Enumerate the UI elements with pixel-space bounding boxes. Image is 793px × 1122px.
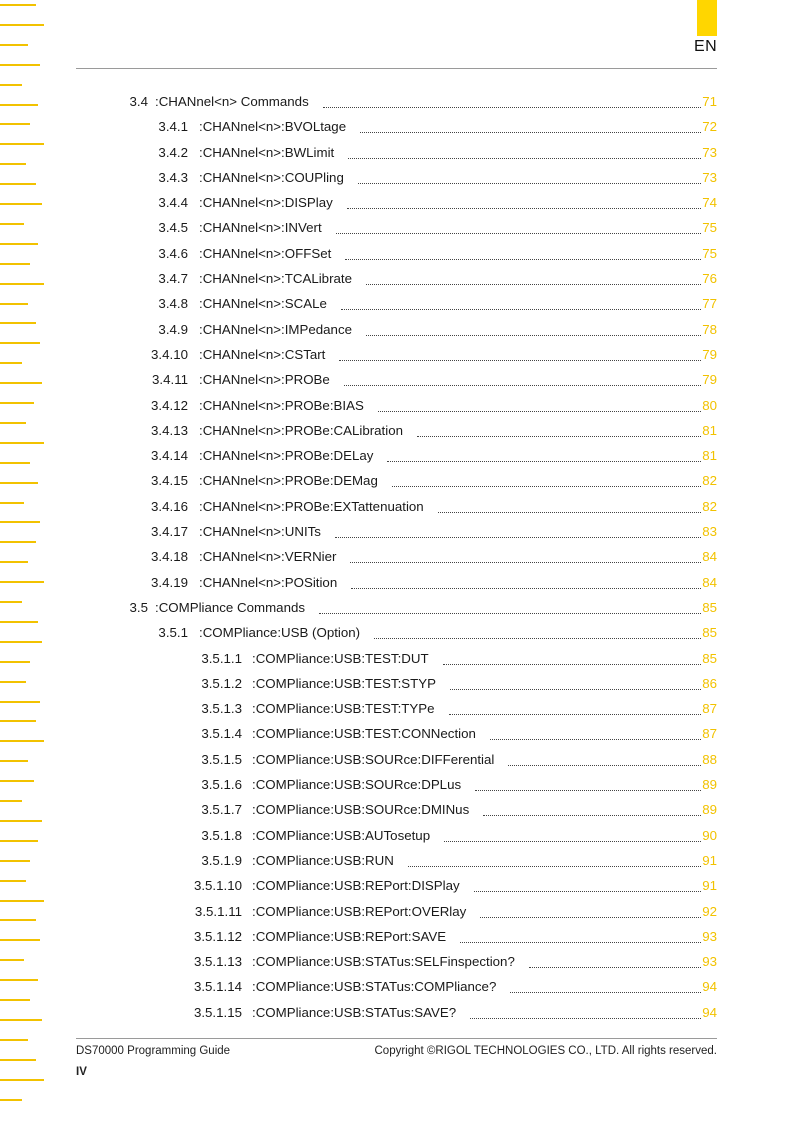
- edge-mark: [0, 64, 40, 66]
- toc-dot-leader: [344, 373, 701, 386]
- toc-entry-page[interactable]: 72: [702, 119, 717, 135]
- toc-dot-leader: [483, 803, 701, 816]
- toc-dot-leader: [336, 221, 701, 234]
- toc-entry-title: :COMPliance:USB:STATus:SAVE?: [252, 1004, 457, 1020]
- toc-entry[interactable]: [0, 468, 793, 493]
- toc-entry-number: 3.5.1.10: [193, 878, 242, 894]
- toc-dot-leader: [508, 753, 701, 766]
- toc-entry-page[interactable]: 83: [702, 524, 717, 540]
- toc-entry-title: :COMPliance:USB:REPort:DISPlay: [252, 878, 460, 894]
- toc-entry-number: 3.4.10: [151, 346, 188, 362]
- toc-entry-page[interactable]: 82: [702, 473, 717, 489]
- toc-entry-number: 3.4.17: [151, 524, 188, 540]
- toc-entry-title: :COMPliance:USB:REPort:OVERlay: [252, 903, 467, 919]
- toc-entry-page[interactable]: 79: [702, 372, 717, 388]
- language-tab-marker: [697, 0, 717, 36]
- toc-entry-page[interactable]: 73: [702, 169, 717, 185]
- toc-dot-leader: [339, 348, 701, 361]
- toc-entry-number: 3.5.1.4: [201, 726, 242, 742]
- toc-entry-title: :CHANnel<n>:PROBe:DELay: [199, 448, 374, 464]
- toc-entry-page[interactable]: 91: [702, 852, 717, 868]
- toc-entry-number: 3.5.1.14: [193, 979, 242, 995]
- toc-entry[interactable]: [0, 393, 793, 418]
- toc-entry-page[interactable]: 94: [702, 1004, 717, 1020]
- toc-entry-number: 3.4.2: [158, 144, 188, 160]
- toc-dot-leader: [529, 955, 701, 968]
- toc-entry-number: 3.4.12: [151, 397, 188, 413]
- toc-entry[interactable]: [0, 797, 793, 822]
- toc-entry-title: :COMPliance:USB:REPort:SAVE: [252, 928, 447, 944]
- toc-entry[interactable]: [0, 949, 793, 974]
- toc-entry-number: 3.4: [129, 94, 148, 109]
- toc-entry-page[interactable]: 87: [702, 701, 717, 717]
- toc-entry-title: :CHANnel<n>:CSTart: [199, 346, 326, 362]
- toc-entry[interactable]: [0, 215, 793, 240]
- toc-entry-page[interactable]: 78: [702, 321, 717, 337]
- toc-entry-page[interactable]: 85: [702, 599, 717, 615]
- toc-entry-number: 3.4.14: [151, 448, 188, 464]
- toc-entry[interactable]: [0, 443, 793, 468]
- toc-entry-title: :CHANnel<n>:IMPedance: [199, 321, 352, 337]
- toc-dot-leader: [348, 146, 701, 159]
- toc-dot-leader: [358, 171, 701, 184]
- toc-entry[interactable]: [0, 772, 793, 797]
- toc-entry-title: :COMPliance:USB (Option): [199, 625, 361, 641]
- toc-entry[interactable]: [0, 494, 793, 519]
- toc-entry[interactable]: [0, 367, 793, 392]
- toc-dot-leader: [470, 1006, 701, 1019]
- toc-entry[interactable]: [0, 89, 793, 114]
- toc-entry-title: :COMPliance:USB:SOURce:DPLus: [252, 777, 462, 793]
- toc-dot-leader: [366, 323, 701, 336]
- edge-mark: [0, 4, 36, 6]
- toc-entry-number: 3.5.1.3: [201, 701, 242, 717]
- toc-entry-page[interactable]: 93: [702, 928, 717, 944]
- toc-entry[interactable]: [0, 595, 793, 620]
- toc-entry[interactable]: [0, 823, 793, 848]
- toc-entry-number: 3.5.1.1: [201, 650, 242, 666]
- toc-entry-title: :CHANnel<n> Commands: [155, 94, 309, 109]
- toc-entry[interactable]: [0, 140, 793, 165]
- toc-entry[interactable]: [0, 873, 793, 898]
- header-rule: [76, 68, 717, 69]
- toc-entry-number: 3.5.1.2: [201, 675, 242, 691]
- toc-entry-title: :COMPliance:USB:TEST:DUT: [252, 650, 429, 666]
- toc-entry-page[interactable]: 76: [702, 271, 717, 287]
- toc-entry-number: 3.4.15: [151, 473, 188, 489]
- toc-entry-number: 3.5.1.7: [201, 802, 242, 818]
- toc-entry[interactable]: [0, 721, 793, 746]
- toc-entry-title: :CHANnel<n>:COUPling: [199, 169, 344, 185]
- toc-dot-leader: [347, 196, 701, 209]
- toc-entry-title: :COMPliance:USB:STATus:COMPliance?: [252, 979, 497, 995]
- toc-dot-leader: [475, 778, 701, 791]
- toc-entry-number: 3.5.1.6: [201, 777, 242, 793]
- toc-entry-page[interactable]: 71: [702, 94, 717, 109]
- toc-entry-number: 3.4.16: [151, 498, 188, 514]
- toc-dot-leader: [335, 525, 701, 538]
- toc-dot-leader: [510, 980, 701, 993]
- toc-entry[interactable]: [0, 646, 793, 671]
- toc-entry[interactable]: [0, 266, 793, 291]
- toc-entry-title: :CHANnel<n>:UNITs: [199, 524, 321, 540]
- toc-entry[interactable]: [0, 291, 793, 316]
- toc-dot-leader: [450, 677, 701, 690]
- toc-entry-page[interactable]: 85: [702, 650, 717, 666]
- toc-entry-number: 3.5.1.11: [194, 903, 242, 919]
- toc-entry[interactable]: [0, 747, 793, 772]
- toc-entry[interactable]: [0, 671, 793, 696]
- toc-entry-page[interactable]: 89: [702, 777, 717, 793]
- toc-dot-leader: [460, 930, 701, 943]
- toc-entry-page[interactable]: 88: [702, 751, 717, 767]
- toc-entry-title: :CHANnel<n>:PROBe:BIAS: [199, 397, 364, 413]
- toc-entry[interactable]: [0, 570, 793, 595]
- toc-entry[interactable]: [0, 190, 793, 215]
- toc-entry-number: 3.5.1.15: [193, 1004, 242, 1020]
- toc-entry-number: 3.4.9: [158, 321, 188, 337]
- toc-dot-leader: [443, 652, 701, 665]
- toc-entry-title: :CHANnel<n>:BWLimit: [199, 144, 335, 160]
- toc-entry[interactable]: [0, 924, 793, 949]
- footer-rule: [76, 1038, 717, 1039]
- toc-entry-page[interactable]: 73: [702, 144, 717, 160]
- toc-entry-page[interactable]: 84: [702, 574, 717, 590]
- toc-entry[interactable]: [0, 696, 793, 721]
- toc-entry-number: 3.4.5: [158, 220, 188, 236]
- toc-dot-leader: [323, 95, 701, 108]
- toc-entry-page[interactable]: 87: [702, 726, 717, 742]
- toc-entry-title: :CHANnel<n>:OFFSet: [199, 245, 332, 261]
- toc-entry-page[interactable]: 94: [702, 979, 717, 995]
- toc-entry-title: :CHANnel<n>:DISPlay: [199, 195, 333, 211]
- toc-entry[interactable]: [0, 418, 793, 443]
- toc-dot-leader: [474, 879, 701, 892]
- toc-entry[interactable]: [0, 848, 793, 873]
- toc-entry-title: :COMPliance:USB:TEST:CONNection: [252, 726, 476, 742]
- toc-entry-title: :CHANnel<n>:PROBe: [199, 372, 330, 388]
- toc-entry-page[interactable]: 75: [702, 245, 717, 261]
- toc-entry-number: 3.4.13: [151, 422, 188, 438]
- toc-entry-title: :CHANnel<n>:INVert: [199, 220, 322, 236]
- toc-entry-number: 3.5.1.5: [201, 751, 242, 767]
- toc-entry-page[interactable]: 93: [702, 954, 717, 970]
- toc-entry[interactable]: [0, 899, 793, 924]
- toc-entry-number: 3.5.1.12: [193, 928, 242, 944]
- toc-entry[interactable]: [0, 241, 793, 266]
- toc-entry-title: :COMPliance:USB:TEST:TYPe: [252, 701, 435, 717]
- toc-dot-leader: [490, 727, 701, 740]
- toc-entry-number: 3.4.1: [158, 119, 188, 135]
- toc-entry[interactable]: [0, 974, 793, 999]
- edge-mark: [0, 24, 44, 26]
- toc-dot-leader: [408, 854, 701, 867]
- toc-entry-title: :COMPliance:USB:AUTosetup: [252, 827, 431, 843]
- toc-entry-title: :CHANnel<n>:BVOLtage: [199, 119, 347, 135]
- toc-dot-leader: [378, 399, 701, 412]
- toc-dot-leader: [341, 297, 701, 310]
- guide-title: DS70000 Programming Guide: [76, 1045, 231, 1057]
- edge-mark: [0, 1039, 28, 1041]
- toc-entry-page[interactable]: 90: [702, 827, 717, 843]
- toc-entry-number: 3.4.19: [151, 574, 188, 590]
- edge-mark: [0, 1079, 44, 1081]
- toc-entry-number: 3.5.1.8: [201, 827, 242, 843]
- toc-entry-number: 3.4.4: [158, 195, 188, 211]
- toc-entry[interactable]: [0, 165, 793, 190]
- toc-dot-leader: [444, 829, 701, 842]
- toc-entry-title: :CHANnel<n>:PROBe:EXTattenuation: [199, 498, 424, 514]
- toc-entry-title: :COMPliance:USB:STATus:SELFinspection?: [252, 954, 515, 970]
- toc-entry-page[interactable]: 77: [702, 296, 717, 312]
- toc-entry-page[interactable]: 84: [702, 549, 717, 565]
- toc-entry-title: :COMPliance:USB:TEST:STYP: [252, 675, 436, 691]
- toc-entry[interactable]: [0, 544, 793, 569]
- toc-entry-number: 3.4.11: [152, 372, 188, 388]
- language-label: EN: [694, 38, 718, 55]
- toc-entry-title: :CHANnel<n>:PROBe:DEMag: [199, 473, 378, 489]
- toc-dot-leader: [360, 120, 701, 133]
- toc-entry-number: 3.4.8: [158, 296, 188, 312]
- toc-entry-number: 3.4.6: [158, 245, 188, 261]
- toc-entry-title: :COMPliance Commands: [155, 599, 306, 615]
- toc-entry-number: 3.4.7: [158, 271, 188, 287]
- toc-dot-leader: [387, 449, 701, 462]
- toc-entry-number: 3.4.3: [158, 169, 188, 185]
- toc-dot-leader: [345, 247, 701, 260]
- toc-dot-leader: [374, 626, 701, 639]
- toc-entry-title: :CHANnel<n>:SCALe: [199, 296, 327, 312]
- edge-mark: [0, 1059, 36, 1061]
- edge-mark: [0, 84, 22, 86]
- toc-entry[interactable]: [0, 317, 793, 342]
- toc-entry-page[interactable]: 92: [702, 903, 717, 919]
- toc-entry-title: :CHANnel<n>:TCALibrate: [199, 271, 352, 287]
- toc-entry-title: :COMPliance:USB:SOURce:DMINus: [252, 802, 470, 818]
- toc-entry[interactable]: [0, 620, 793, 645]
- toc-dot-leader: [351, 576, 701, 589]
- toc-entry-page[interactable]: 85: [702, 625, 717, 641]
- toc-dot-leader: [417, 424, 701, 437]
- toc-entry-title: :CHANnel<n>:POSition: [199, 574, 338, 590]
- toc-entry-page[interactable]: 79: [702, 346, 717, 362]
- table-of-contents: [0, 89, 793, 1025]
- toc-entry-page[interactable]: 91: [702, 878, 717, 894]
- toc-entry-page[interactable]: 80: [702, 397, 717, 413]
- page-number: IV: [76, 1066, 87, 1078]
- copyright-notice: Copyright ©RIGOL TECHNOLOGIES CO., LTD. All rights reserved.: [374, 1045, 717, 1057]
- toc-dot-leader: [480, 905, 701, 918]
- toc-dot-leader: [438, 500, 701, 513]
- toc-entry-page[interactable]: 82: [702, 498, 717, 514]
- toc-entry-page[interactable]: 86: [702, 675, 717, 691]
- edge-mark: [0, 44, 28, 46]
- toc-entry-page[interactable]: 81: [702, 448, 717, 464]
- toc-entry-number: 3.5.1.9: [201, 852, 242, 868]
- toc-entry[interactable]: [0, 519, 793, 544]
- edge-mark: [0, 1099, 22, 1101]
- toc-entry-page[interactable]: 81: [702, 422, 717, 438]
- toc-entry[interactable]: [0, 342, 793, 367]
- toc-entry[interactable]: [0, 1000, 793, 1025]
- toc-dot-leader: [319, 601, 701, 614]
- toc-entry-title: :COMPliance:USB:RUN: [252, 852, 394, 868]
- toc-dot-leader: [449, 702, 701, 715]
- toc-entry-number: 3.5.1.13: [193, 954, 242, 970]
- toc-dot-leader: [392, 474, 701, 487]
- toc-entry-number: 3.5: [129, 599, 148, 615]
- toc-dot-leader: [366, 272, 701, 285]
- toc-entry-page[interactable]: 89: [702, 802, 717, 818]
- toc-entry-number: 3.4.18: [151, 549, 188, 565]
- toc-entry-page[interactable]: 74: [702, 195, 717, 211]
- toc-dot-leader: [350, 550, 701, 563]
- toc-entry-title: :CHANnel<n>:PROBe:CALibration: [199, 422, 403, 438]
- toc-entry-title: :CHANnel<n>:VERNier: [199, 549, 337, 565]
- toc-entry-title: :COMPliance:USB:SOURce:DIFFerential: [252, 751, 495, 767]
- toc-entry-page[interactable]: 75: [702, 220, 717, 236]
- toc-entry[interactable]: [0, 114, 793, 139]
- toc-entry-number: 3.5.1: [158, 625, 188, 641]
